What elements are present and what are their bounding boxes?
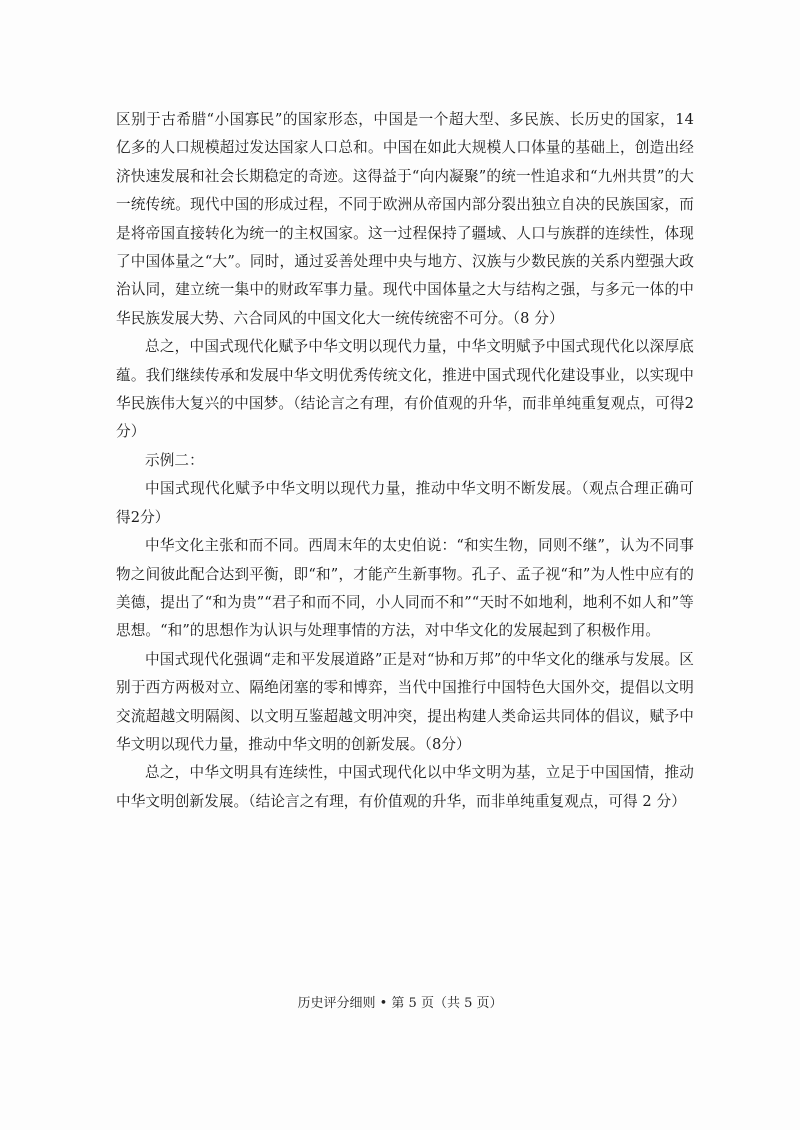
example-two-label: 示例二： [145, 451, 204, 469]
paragraph-harmony: 中华文化主张和而不同。西周末年的太史伯说：“和实生物，同则不继”，认为不同事物之间彼此配合达到平衡，即“和”，才能产生新事物。孔子、孟子视“和”为人性中应有的美德，提出了“和为贵”“君子和而不同，小人同而不和”“天时不如地利，地利不如人和”等思想。“和”的思想作为认识与处理事情的方法，对中华文化的发展起到了积极作用。 [116, 537, 694, 640]
paragraph-peaceful-development: 中国式现代化强调“走和平发展道路”正是对“协和万邦”的中华文化的继承与发展。区别于西方两极对立、隔绝闭塞的零和博弈，当代中国推行中国特色大国外交，提倡以文明交流超越文明隔阂、以文明互鉴超越文明冲突，提出构建人类命运共同体的倡议，赋予中华文明以现代力量，推动中华文明的创新发展。（8分） [116, 650, 694, 753]
paragraph-state-form: 区别于古希腊“小国寡民”的国家形态，中国是一个超大型、多民族、长历史的国家，14 亿多的人口规模超过发达国家人口总和。中国在如此大规模人口体量的基础上，创造出经济快速发展和社会长期稳定的奇迹。这得益于“向内凝聚”的统一性追求和“九州共贯”的大一统传统。现代中国的形成过程，不同于欧洲从帝国内部分裂出独立自决的民族国家，而是将帝国直接转化为统一的主权国家。这一过程保持了疆域、人口与族群的连续性，体现了中国体量之“大”。同时，通过妥善处理中央与地方、汉族与少数民族的关系内塑强大政治认同，建立统一集中的财政军事力量。现代中国体量之大与结构之强，与多元一体的中华民族发展大势、六合同风的中国文化大一统传统密不可分。（8 分） [116, 111, 694, 327]
paragraph-thesis: 中国式现代化赋予中华文明以现代力量，推动中华文明不断发展。（观点合理正确可得2分） [116, 480, 694, 526]
paragraph-conclusion-1: 总之，中国式现代化赋予中华文明以现代力量，中华文明赋予中国式现代化以深厚底蕴。我们继续传承和发展中华文明优秀传统文化，推进中国式现代化建设事业，以实现中华民族伟大复兴的中国梦。（结论言之有理，有价值观的升华，而非单纯重复观点，可得2分） [116, 338, 694, 441]
paragraph-conclusion-2: 总之，中华文明具有连续性，中国式现代化以中华文明为基，立足于中国国情，推动中华文明创新发展。（结论言之有理，有价值观的升华，而非单纯重复观点，可得 2 分） [116, 764, 694, 810]
page-footer: 历史评分细则 • 第 5 页（共 5 页） [297, 996, 503, 1011]
document-body [116, 106, 694, 816]
